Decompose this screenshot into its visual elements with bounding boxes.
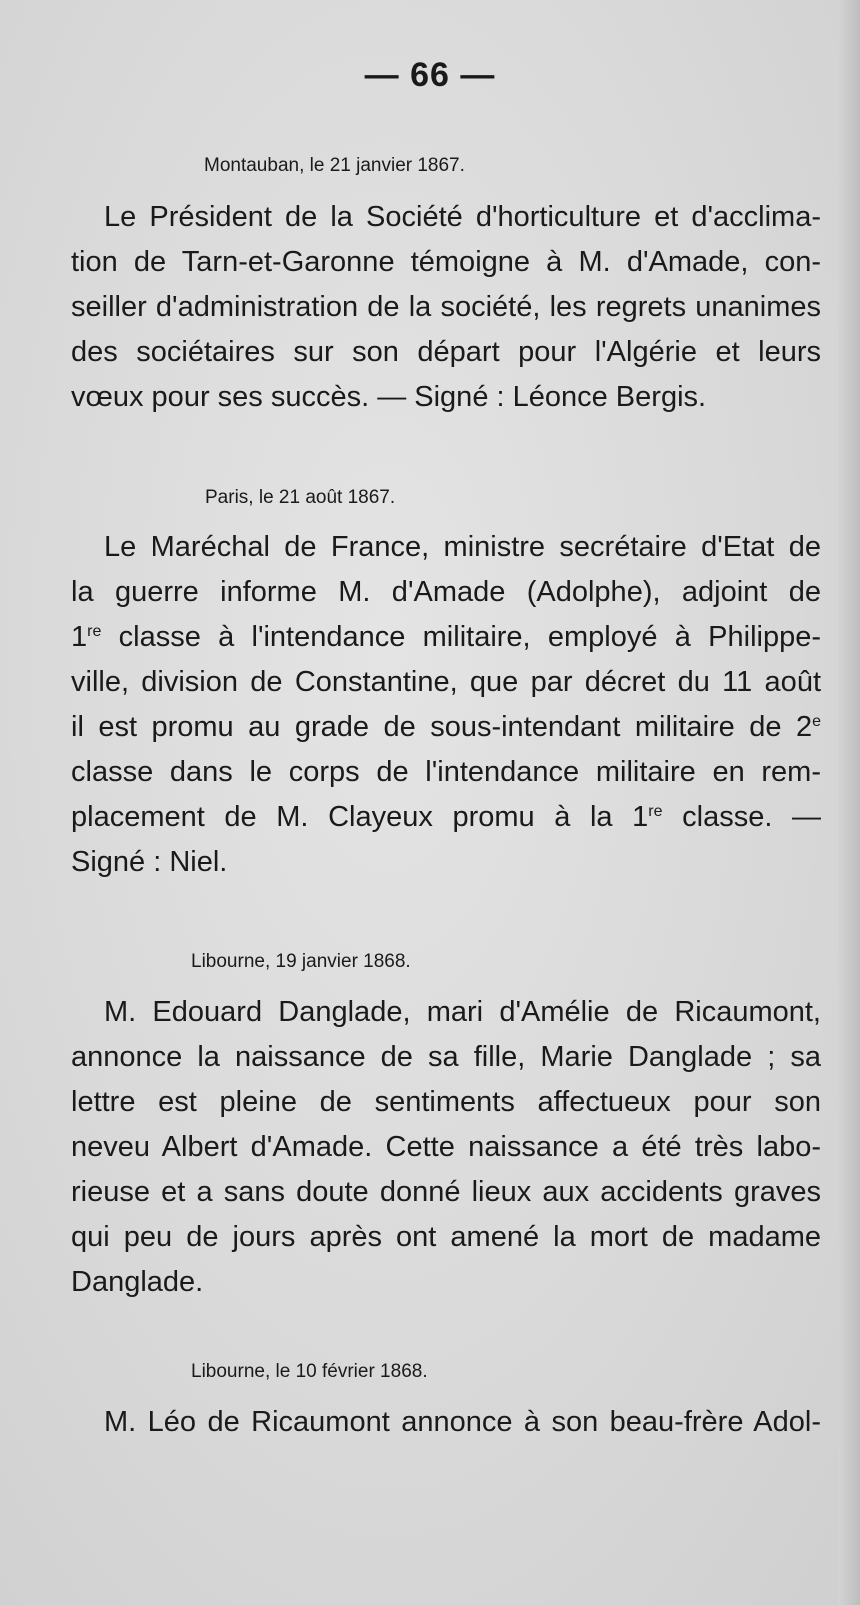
text-line: Danglade. [71, 1266, 204, 1298]
text-line: vœux pour ses succès. — Signé : Léonce Bergis. [71, 381, 707, 413]
text-line: neveu Albert d'Amade. Cette naissance a été très labo- [71, 1131, 821, 1163]
text-line: il est promu au grade de sous-intendant militaire de 2e [71, 711, 821, 743]
page-number: — 66 — [364, 56, 496, 94]
text-line: qui peu de jours après ont amené la mort de madame [71, 1221, 821, 1253]
text-line: la guerre informe M. d'Amade (Adolphe), adjoint de [71, 576, 821, 608]
text-line: annonce la naissance de sa fille, Marie Danglade ; sa [71, 1041, 821, 1073]
text-line: lettre est pleine de sentiments affectueux pour son [71, 1086, 821, 1118]
text-line: Signé : Niel. [71, 846, 228, 878]
text-line: M. Edouard Danglade, mari d'Amélie de Ricaumont, [104, 996, 821, 1028]
dateline: Paris, le 21 août 1867. [205, 487, 396, 508]
text-line: placement de M. Clayeux promu à la 1re classe. — [71, 801, 821, 833]
letter-entry-libourne-fevrier [71, 1360, 821, 1445]
dateline: Libourne, le 10 février 1868. [191, 1361, 428, 1382]
dateline: Libourne, 19 janvier 1868. [191, 951, 411, 972]
letter-entry-libourne-janvier [71, 950, 821, 1305]
text-line: Le Président de la Société d'horticulture et d'acclima- [104, 201, 821, 233]
text-line: des sociétaires sur son départ pour l'Algérie et leurs [71, 336, 821, 368]
letter-entry-paris [71, 486, 821, 885]
text-line: M. Léo de Ricaumont annonce à son beau-frère Adol- [104, 1406, 821, 1438]
text-line: tion de Tarn-et-Garonne témoigne à M. d'Amade, con- [71, 246, 821, 278]
text-line: Le Maréchal de France, ministre secrétaire d'Etat de [104, 531, 821, 563]
letter-entry-montauban [71, 154, 821, 420]
text-line: seiller d'administration de la société, les regrets unanimes [71, 291, 821, 323]
page-edge [838, 0, 860, 1605]
text-line: 1re classe à l'intendance militaire, employé à Philippe- [71, 621, 821, 653]
entry-text [71, 990, 821, 1305]
entry-text [71, 1400, 821, 1445]
entry-text [71, 525, 821, 885]
text-line: rieuse et a sans doute donné lieux aux accidents graves [71, 1176, 821, 1208]
entry-text [71, 195, 821, 420]
text-line: ville, division de Constantine, que par décret du 11 août [71, 666, 821, 698]
text-line: classe dans le corps de l'intendance militaire en rem- [71, 756, 821, 788]
dateline: Montauban, le 21 janvier 1867. [204, 155, 465, 176]
